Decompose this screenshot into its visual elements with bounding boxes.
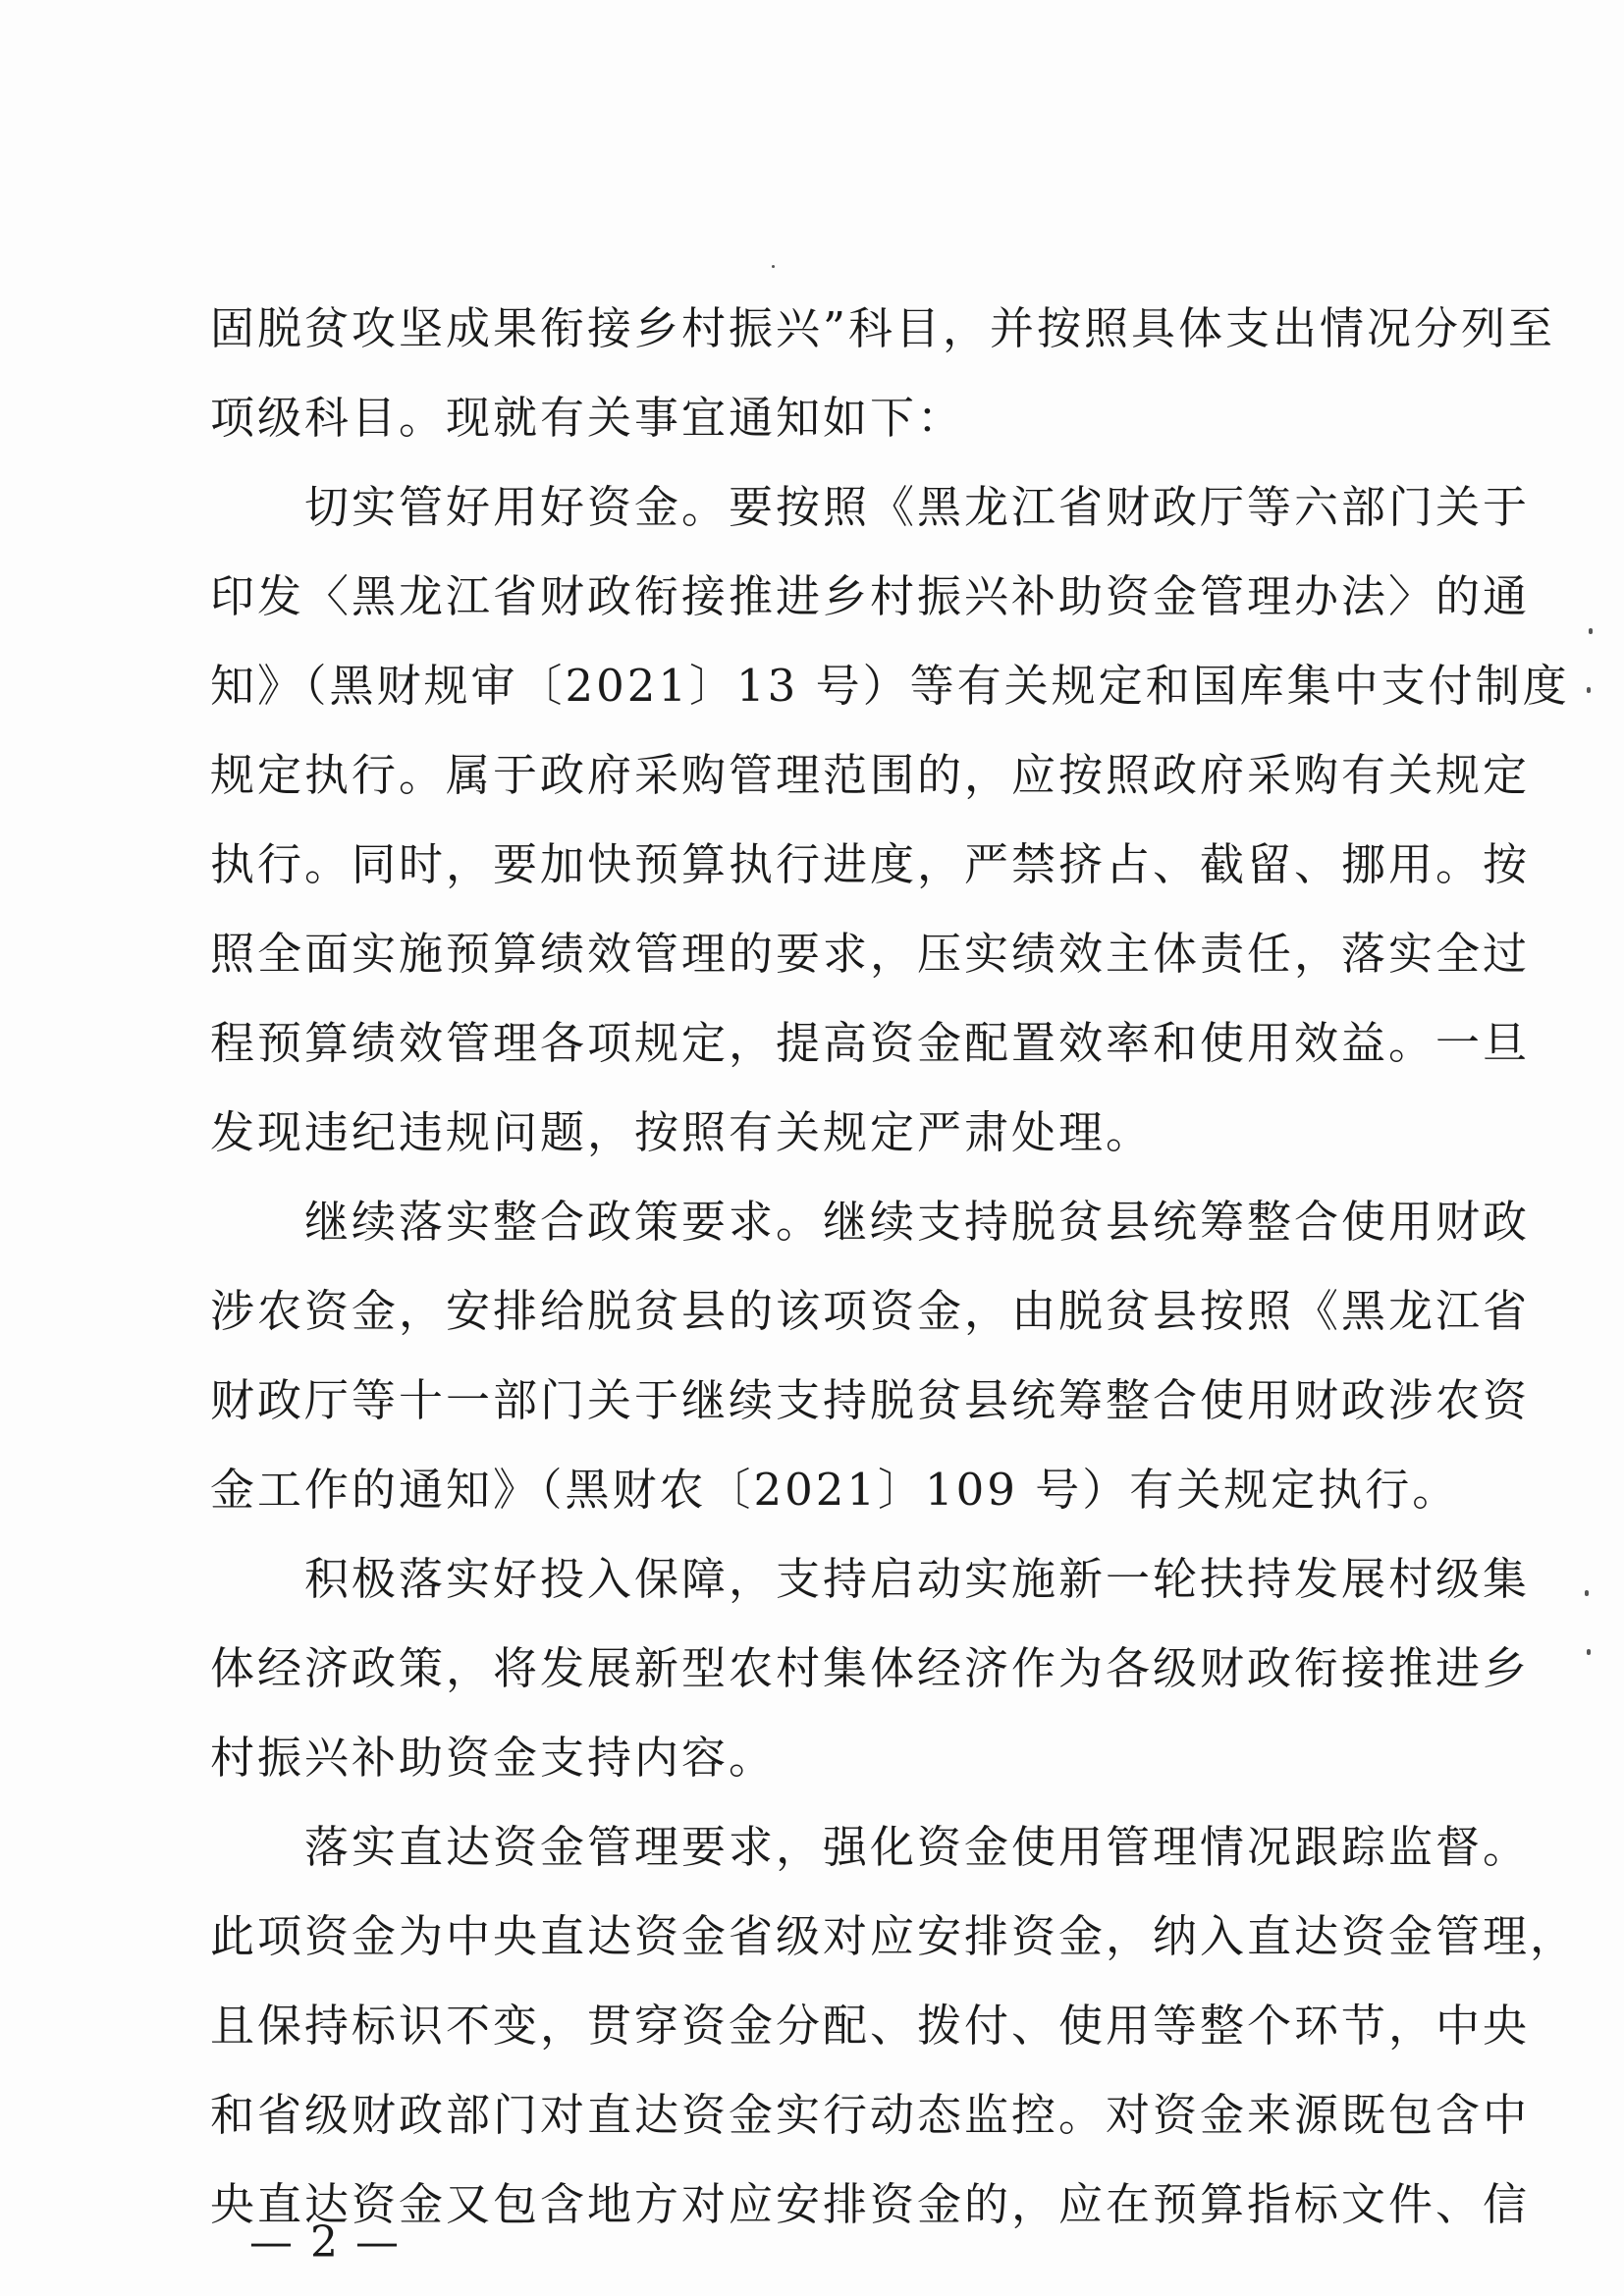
text-line: 规定执行。属于政府采购管理范围的，应按照政府采购有关规定 [210, 749, 1531, 801]
text-line: 财政厅等十一部门关于继续支持脱贫县统筹整合使用财政涉农资 [210, 1374, 1531, 1426]
text-line: 固脱贫攻坚成果衔接乡村振兴”科目，并按照具体支出情况分列至 [210, 302, 1556, 354]
scan-speck [1587, 687, 1591, 693]
text-line: 照全面实施预算绩效管理的要求，压实绩效主体责任，落实全过 [210, 928, 1531, 980]
text-line: 印发〈黑龙江省财政衔接推进乡村振兴补助资金管理办法〉的通 [210, 570, 1531, 622]
text-line: 发现违纪违规问题，按照有关规定严肃处理。 [210, 1106, 1154, 1158]
scan-speck [1589, 628, 1593, 634]
page-number: — 2 — [249, 2217, 401, 2268]
text-line: 涉农资金，安排给脱贫县的该项资金，由脱贫县按照《黑龙江省 [210, 1285, 1531, 1337]
text-line: 落实直达资金管理要求，强化资金使用管理情况跟踪监督。 [210, 1821, 1531, 1873]
text-line: 体经济政策，将发展新型农村集体经济作为各级财政衔接推进乡 [210, 1642, 1531, 1694]
scan-speck [772, 265, 775, 268]
text-line: 和省级财政部门对直达资金实行动态监控。对资金来源既包含中 [210, 2089, 1531, 2141]
text-line: 项级科目。现就有关事宜通知如下： [210, 392, 965, 444]
text-line: 积极落实好投入保障，支持启动实施新一轮扶持发展村级集 [210, 1553, 1531, 1605]
text-line: 央直达资金又包含地方对应安排资金的，应在预算指标文件、信 [210, 2178, 1531, 2230]
scan-speck [1587, 1649, 1591, 1655]
text-line: 执行。同时，要加快预算执行进度，严禁挤占、截留、挪用。按 [210, 838, 1531, 890]
text-line: 知》（黑财规审〔2021〕13 号）等有关规定和国库集中支付制度 [210, 660, 1570, 712]
text-line: 继续落实整合政策要求。继续支持脱贫县统筹整合使用财政 [210, 1196, 1531, 1248]
text-line: 且保持标识不变，贯穿资金分配、拨付、使用等整个环节，中央 [210, 2000, 1531, 2052]
text-line: 切实管好用好资金。要按照《黑龙江省财政厅等六部门关于 [210, 481, 1531, 533]
text-line: 村振兴补助资金支持内容。 [210, 1732, 777, 1784]
text-line: 程预算绩效管理各项规定，提高资金配置效率和使用效益。一旦 [210, 1017, 1531, 1069]
text-line: 此项资金为中央直达资金省级对应安排资金，纳入直达资金管理， [210, 1910, 1578, 1962]
text-line: 金工作的通知》（黑财农〔2021〕109 号）有关规定执行。 [210, 1464, 1460, 1516]
scan-speck [1585, 1590, 1589, 1596]
